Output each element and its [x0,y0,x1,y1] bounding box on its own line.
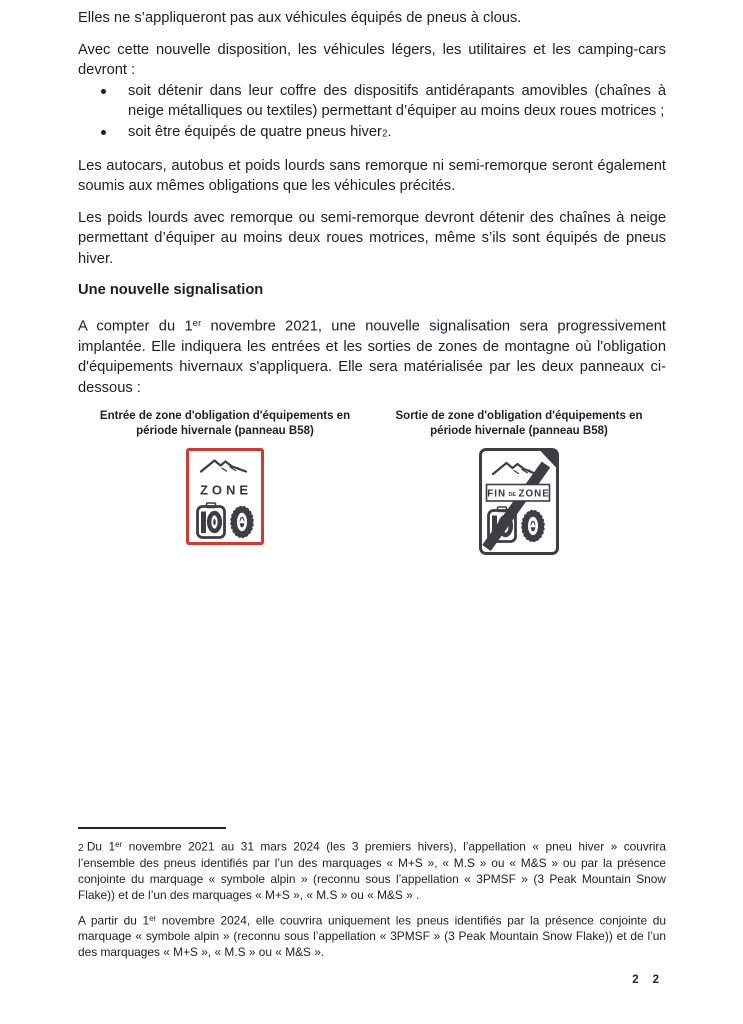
document-content [78,8,666,555]
fin-text: FIN [487,488,507,500]
section-heading: Une nouvelle signalisation [78,282,264,298]
superscript-er: er [115,840,123,849]
snow-chain-icon [198,503,225,538]
de-text: DE [508,492,517,498]
mountain-icon [201,461,246,472]
zone-label-text: ZONE [199,482,253,498]
b58-entry-sign [186,448,264,545]
sign-panels [78,409,666,555]
entry-sign-panel [78,409,372,555]
mountain-icon [493,463,536,474]
paragraph-signalisation [78,314,666,399]
exit-sign-caption: Sortie de zone d'obligation d'équipements en période hivernale (panneau B58) [395,410,643,437]
entry-sign-caption: Entrée de zone d'obligation d'équipements en période hivernale (panneau B58) [99,410,351,437]
footnote-1 [78,837,666,904]
zone-label [200,483,252,498]
paragraph-disposition: Avec cette nouvelle disposition, les véhicules légers, les utilitaires et les camping-cars devront : [78,41,666,78]
fin-de-zone-label [487,489,550,500]
winter-tire-icon [230,506,254,539]
page-numbers [632,974,659,986]
footnote-text: Du 1 [86,839,116,854]
footnote-text: novembre 2024, elle couvrira uniquement les pneus identifiés par la présence conjointe du marquage « symbole alpin » (reconnu sous l’appellation « 3PMSF » (3 Peak Mountain Snow Flake)) et de l’un des marquages « M+S », « M.S » ou « M&S ». [78,913,666,959]
footnote-reference: 2 [381,128,388,139]
page-number: 2 [652,974,659,986]
footnote-marker: 2 [78,841,84,854]
footnote-separator [78,827,226,829]
b58-exit-sign [479,448,559,555]
bullet-item-tires [128,122,666,145]
zone-text: ZONE [518,488,550,500]
bullet-text: soit détenir dans leur coffre des dispositifs antidérapants amovibles (chaînes à neige métalliques ou textiles) permettant d’équiper au moins deux roues motrices ; [128,82,666,119]
paragraph-text: A compter du 1 [78,318,193,334]
footnote-2 [78,911,666,961]
superscript-er: er [149,913,157,923]
bullet-item-chains [128,81,666,122]
superscript-er: er [192,317,202,329]
paragraph-intro: Elles ne s’appliqueront pas aux véhicules équipés de pneus à clous. [78,10,522,26]
paragraph-autocars: Les autocars, autobus et poids lourds sans remorque ni semi-remorque seront également soumis aux mêmes obligations que les véhicules précités. [78,157,666,194]
bullet-text-end: . [387,123,392,140]
footnote-text: novembre 2021 au 31 mars 2024 (les 3 premiers hivers), l’appellation « pneu hiver » couvrira l’ensemble des pneus identifiés par l’un des marquages « M+S », « M.S » ou « M&S » ou par la présence conjointe du marquage « symbole alpin » (reconnu sous l’appellation « 3PMSF » (3 Peak Mountain Snow Flake)) et de l’un des marquages « M+S », « M.S » ou « M&S » . [78,839,667,902]
footnote-text: A partir du 1 [78,913,150,928]
paragraph-text: novembre 2021, une nouvelle signalisation sera progressivement implantée. Elle indiquera les entrées et les sorties de zones de montagne où l'obligation d'équipements hivernaux s'appliquera. Elle sera matérialisée par les deux panneaux ci-dessous : [78,318,666,396]
bullet-text: soit être équipés de quatre pneus hiver [128,123,382,140]
page-number: 2 [632,974,639,986]
exit-sign-panel [372,409,666,555]
paragraph-poids-lourds: Les poids lourds avec remorque ou semi-remorque devront détenir des chaînes à neige permettant d’équiper au moins deux roues motrices, même s’ils sont équipés de pneus hiver. [78,209,666,267]
winter-tire-icon [521,510,545,543]
footnotes-section [78,827,666,968]
bullet-list [78,81,666,145]
